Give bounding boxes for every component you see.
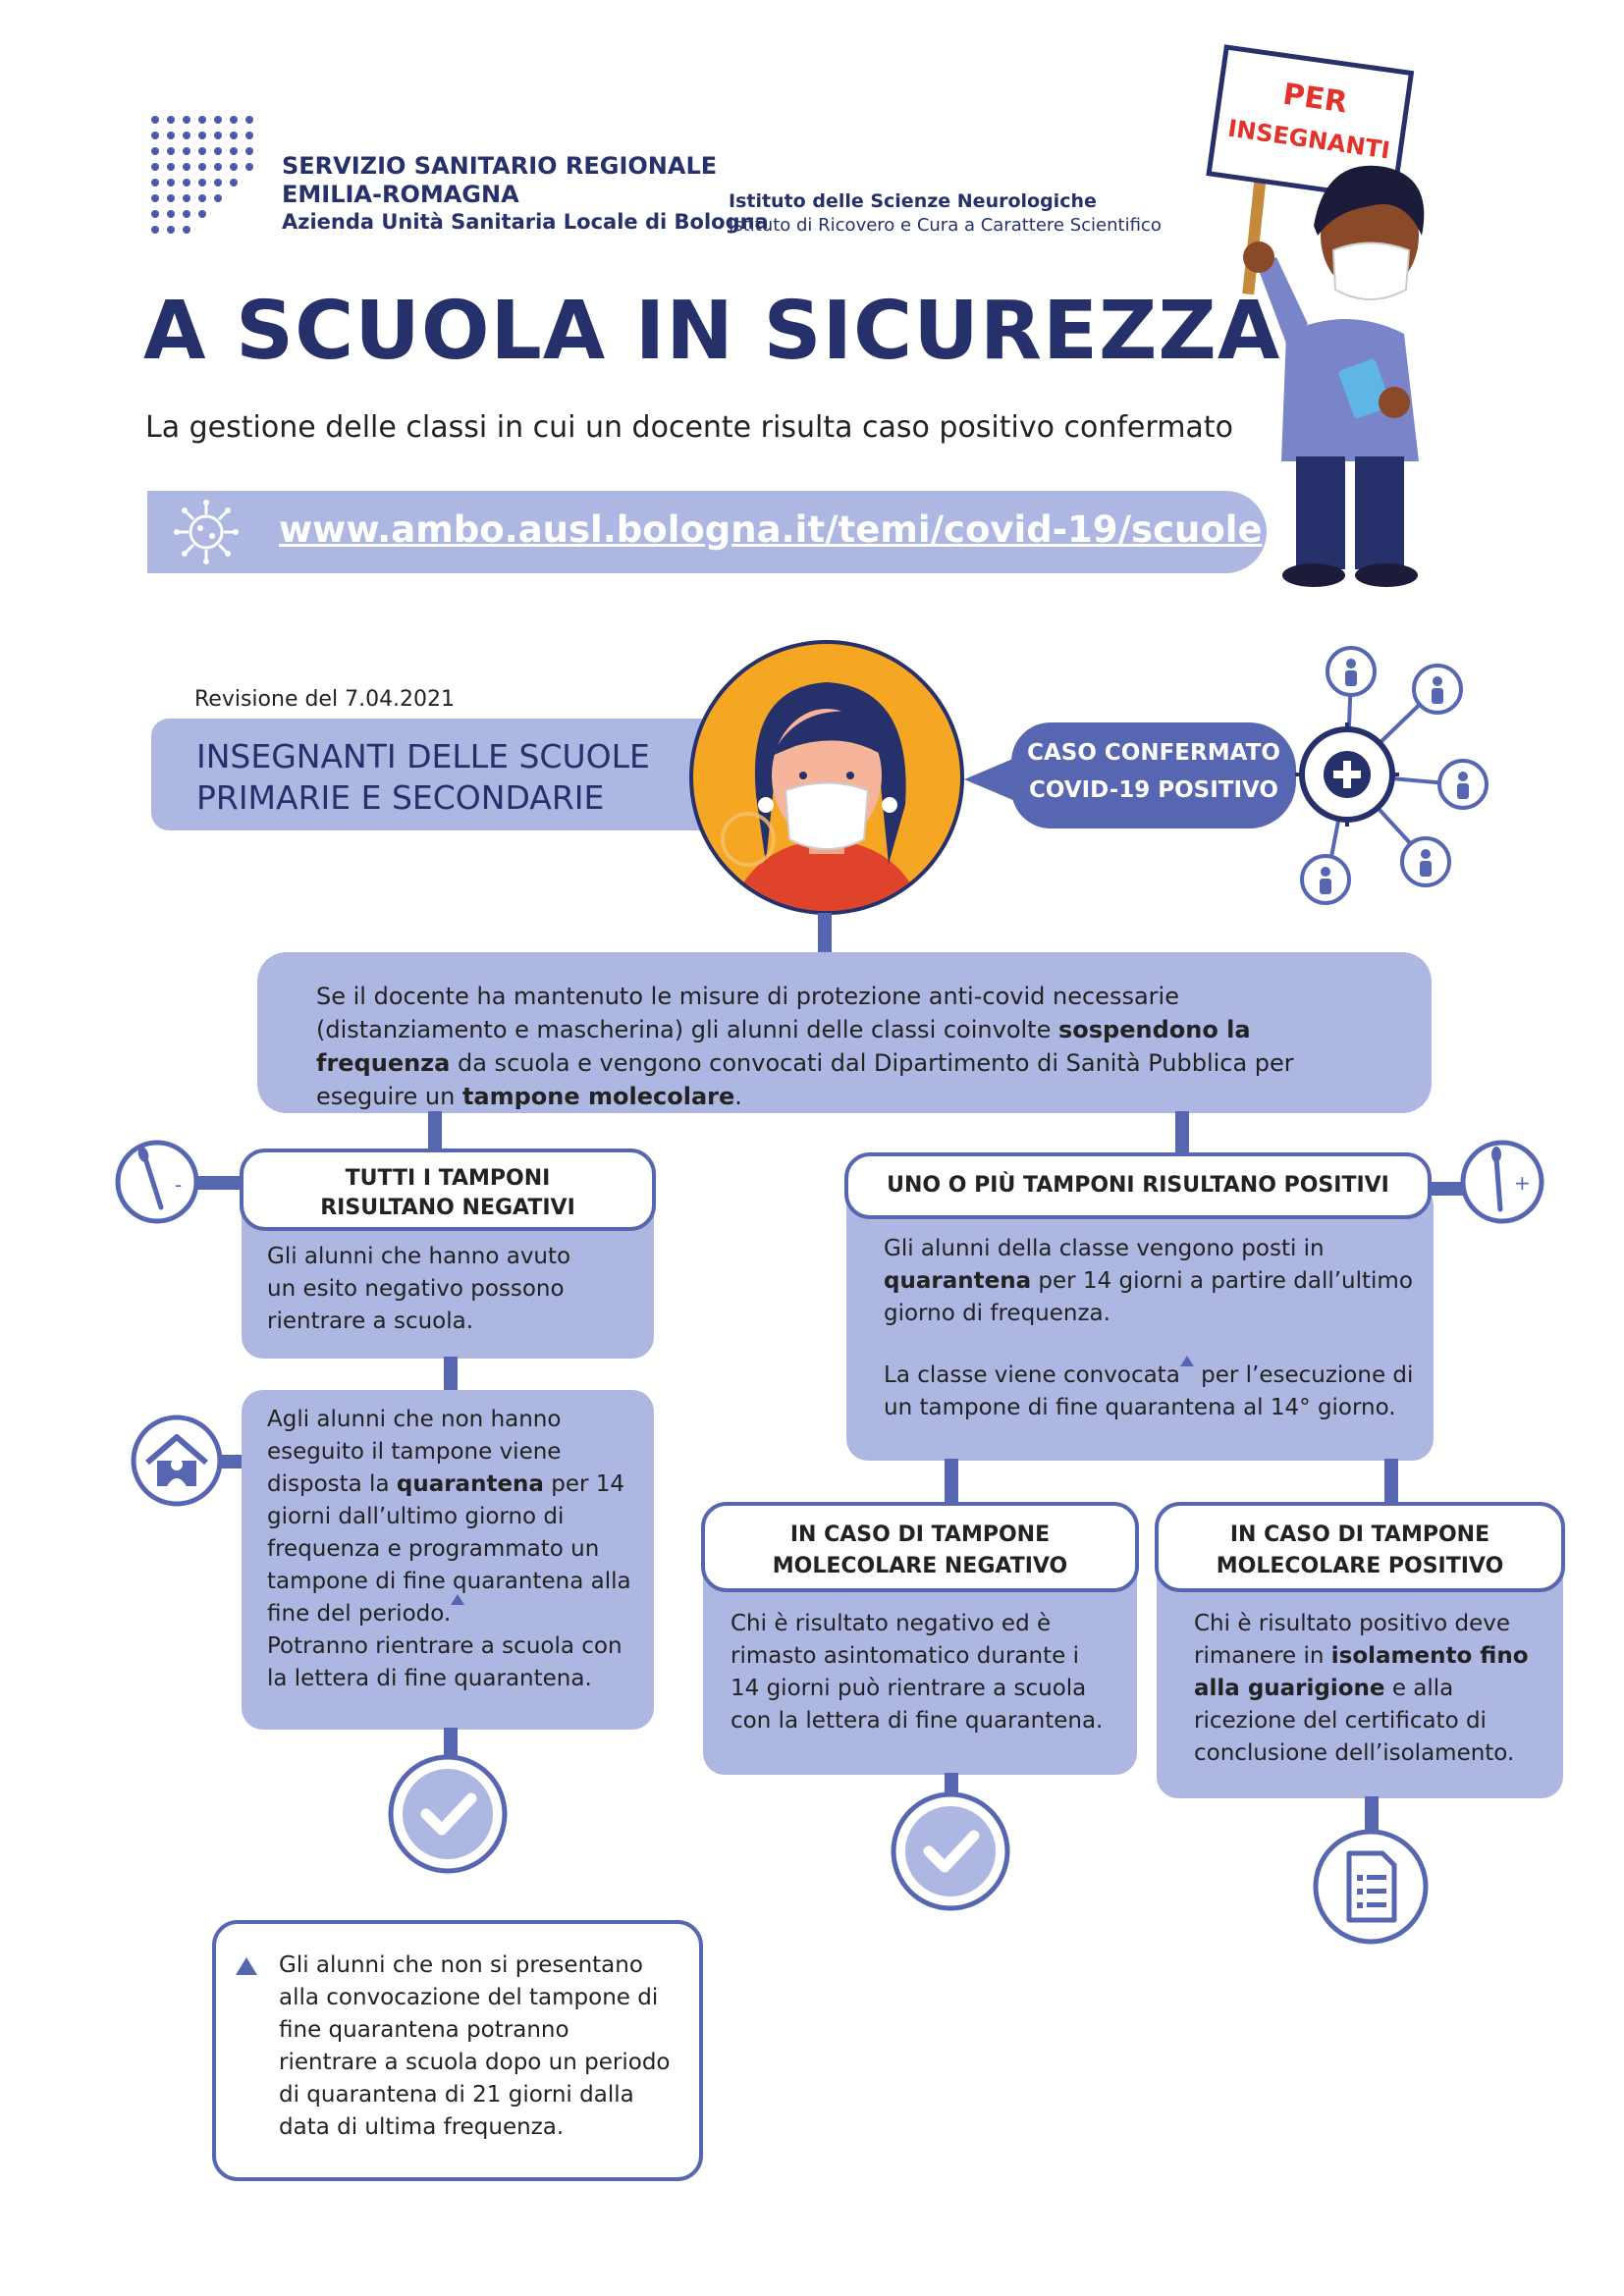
note-text: Gli alunni che non si presentano alla convocazione del tampone di fine quarantena potranno rientrare a scuola dopo un periodo di quarantena di 21 giorni dalla data di ultima frequenza. (279, 1952, 671, 2140)
org-line-3: Azienda Unità Sanitaria Locale di Bologna (282, 210, 769, 234)
case-line-2: COVID-19 POSITIVO (1029, 777, 1278, 803)
target-line-1: INSEGNANTI DELLE SCUOLE (196, 737, 650, 775)
target-label (196, 736, 650, 819)
info-url-link[interactable]: www.ambo.ausl.bologna.it/temi/covid-19/scuole (279, 508, 1263, 551)
main-text-1: Se il docente ha mantenuto le misure di protezione anti-covid necessarie (distanziamento e mascherina) gli alunni delle classi coinvolte (316, 983, 1179, 1043)
positive-swab-icon (1459, 1139, 1545, 1225)
connector-positive-molpos (1384, 1459, 1398, 1504)
negative-swab-icon (114, 1139, 200, 1225)
connector-avatar-main (818, 913, 832, 954)
connector-icon-negative (196, 1176, 244, 1190)
sign-text-1: PER (1280, 77, 1350, 121)
mol-positive-title-1: IN CASO DI TAMPONE (1229, 1522, 1490, 1547)
check-icon (387, 1753, 509, 1875)
org-line-1: SERVIZIO SANITARIO REGIONALE (282, 152, 718, 180)
positive-text-2: per 14 giorni a partire dall’ultimo giorno di frequenza. (884, 1268, 1413, 1326)
positive-text-1: Gli alunni della classe vengono posti in (884, 1236, 1325, 1261)
triangle-marker-icon-2 (1180, 1356, 1194, 1366)
case-confirmed-label (1011, 734, 1296, 809)
negative-sign: - (175, 1173, 183, 1197)
triangle-marker-icon (451, 1594, 464, 1605)
institute-line-2: Istituto di Ricovero e Cura a Carattere Scientifico (729, 215, 1162, 236)
revision-date: Revisione del 7.04.2021 (194, 687, 456, 712)
mol-positive-text-2: e alla ricezione del certificato di conclusione dell’isolamento. (1194, 1676, 1515, 1766)
connector-positive-molneg (945, 1459, 958, 1504)
mol-positive-title-2: MOLECOLARE POSITIVO (1216, 1554, 1504, 1578)
positive-title-pill: UNO O PIÙ TAMPONI RISULTANO POSITIVI (844, 1152, 1432, 1219)
check-icon-2 (890, 1790, 1011, 1912)
positive-text (884, 1233, 1414, 1424)
home-icon (130, 1414, 224, 1508)
document-icon (1312, 1828, 1430, 1946)
main-text-3: . (734, 1083, 742, 1110)
connector-icon-positive (1430, 1182, 1463, 1196)
connector-main-right (1175, 1111, 1189, 1158)
quarantine-text (267, 1404, 636, 1695)
teacher-avatar-illustration (687, 638, 966, 917)
quarantine-bold: quarantena (396, 1471, 544, 1497)
mol-negative-text: Chi è risultato negativo ed è rimasto asintomatico durante i 14 giorni può rientrare a scuola con la lettera di fine quarantena. (731, 1611, 1104, 1734)
negative-title-line-2: RISULTANO NEGATIVI (320, 1196, 575, 1220)
mol-positive-title-pill (1155, 1502, 1565, 1592)
note-triangle-icon (236, 1957, 257, 1975)
logo-dots-icon (145, 112, 269, 236)
contact-network-icon (1276, 632, 1502, 917)
quarantine-text-1: Agli alunni che non hanno eseguito il tampone viene disposta la (267, 1407, 562, 1497)
main-rule-text (316, 980, 1377, 1113)
negative-text: Gli alunni che hanno avuto un esito negativo possono rientrare a scuola. (267, 1244, 571, 1334)
page-subtitle: La gestione delle classi in cui un docente risulta caso positivo confermato (145, 410, 1233, 445)
mol-negative-title-pill (701, 1502, 1139, 1592)
positive-sign: + (1514, 1171, 1531, 1195)
target-line-2: PRIMARIE E SECONDARIE (196, 778, 605, 817)
virus-icon (173, 499, 240, 565)
main-bold-2: tampone molecolare (461, 1083, 735, 1110)
quarantine-text-3: Potranno rientrare a scuola con la lettera di fine quarantena. (267, 1633, 623, 1691)
negative-title-line-1: TUTTI I TAMPONI (345, 1166, 551, 1191)
negative-title-pill (240, 1148, 656, 1231)
institute-line-1: Istituto delle Scienze Neurologiche (729, 190, 1097, 212)
positive-text-4: per l’esecuzione di un tampone di fine quarantena al 14° giorno. (884, 1362, 1414, 1420)
mol-positive-text (1194, 1608, 1542, 1770)
page-title: A SCUOLA IN SICUREZZA (143, 285, 1281, 378)
case-bubble-tail (964, 758, 1015, 801)
case-line-1: CASO CONFERMATO (1027, 740, 1280, 766)
mol-positive-text-1: Chi è risultato positivo deve rimanere in (1194, 1611, 1511, 1669)
mol-positive-bold: isolamento fino alla guarigione (1194, 1643, 1529, 1701)
org-line-2: EMILIA-ROMAGNA (282, 181, 519, 208)
connector-negative-quarantine (444, 1357, 458, 1392)
main-text-2: da scuola e vengono convocati dal Dipartimento di Sanità Pubblica per eseguire un (316, 1049, 1294, 1110)
positive-spacer (884, 1330, 1414, 1360)
mol-negative-title-1: IN CASO DI TAMPONE (789, 1522, 1051, 1547)
connector-icon-quarantine (222, 1455, 244, 1468)
positive-text-3: La classe viene convocata (884, 1362, 1180, 1388)
mol-negative-title-2: MOLECOLARE NEGATIVO (772, 1554, 1068, 1578)
positive-bold: quarantena (884, 1268, 1032, 1294)
sign-text-2: INSEGNANTI (1225, 114, 1392, 165)
quarantine-text-2: per 14 giorni dall’ultimo giorno di frequenza e programmato un tampone di fine quarantena alla fine del periodo. (267, 1471, 631, 1627)
main-bold-1: sospendono la frequenza (316, 1016, 1251, 1077)
